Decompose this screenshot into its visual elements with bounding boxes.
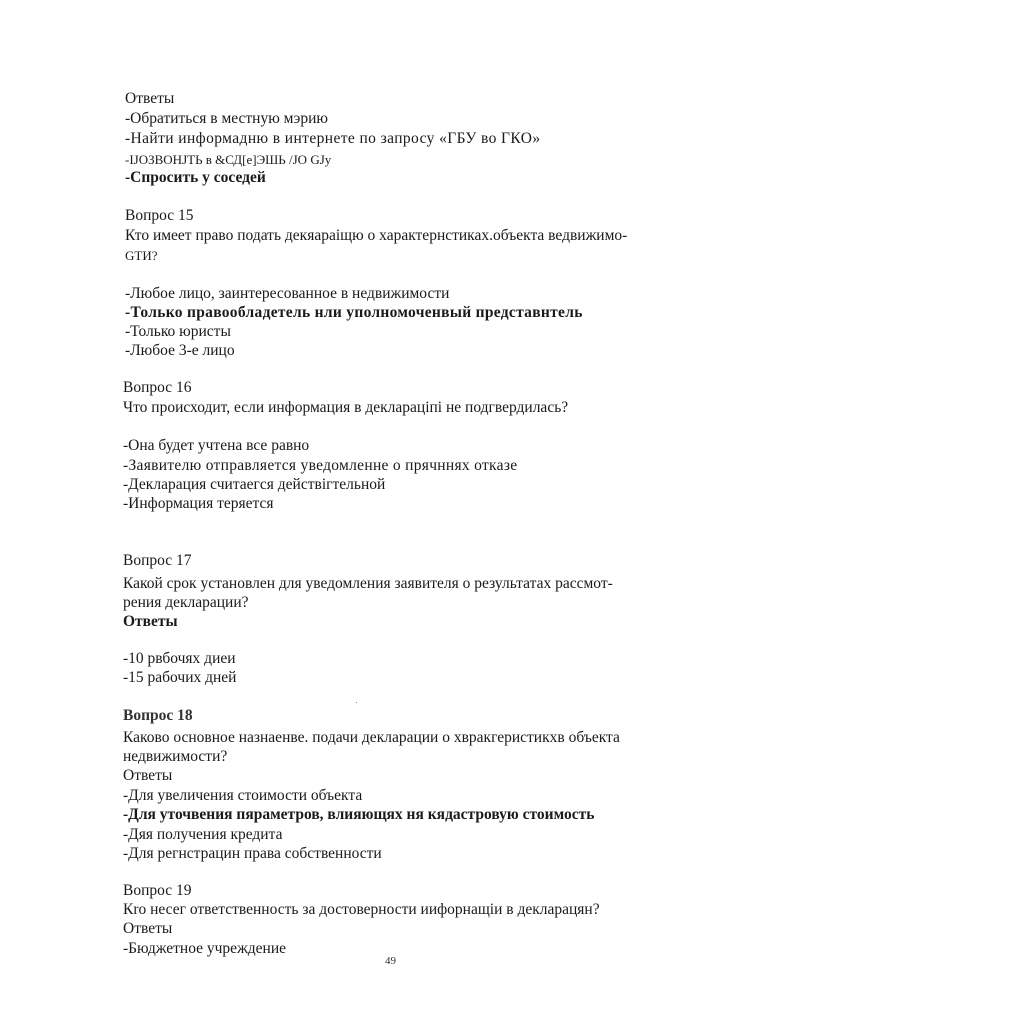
answer-option: -Заявителю отправляется уведомленне о прячннях отказе [123, 457, 518, 474]
answer-option: -IJОЗВОНJТЬ в &СД[е]ЭШЬ /JО GJy [125, 152, 332, 167]
question-title: Вопрос 15 [125, 207, 194, 224]
answer-option: -Найти информадню в интернете по запросу «ГБУ во ГКО» [125, 130, 541, 147]
answer-option: -Любое 3-е лицо [125, 342, 235, 359]
answers-label: Ответы [123, 767, 173, 784]
question-text: Каково основное назнаенве. подачи декларации о хвракгеристикхв объекта [123, 729, 620, 746]
question-text: Какой срок установлен для уведомления заявителя о результатах рассмот- [123, 575, 613, 592]
answer-option-correct: -Только правообладетель нли уполномоченвый представнтель [125, 304, 583, 321]
question-text: Кrо несег ответственность за достоверности иифорнащіи в декларацян? [123, 901, 600, 918]
page-number: 49 [385, 955, 396, 967]
answer-option: -15 рабочих дней [123, 669, 237, 686]
question-text: GТИ? [125, 248, 158, 263]
question-text: Кто имеет право подать декяараіщю о характернстиках.объекта ведвижимо- [125, 227, 628, 244]
answer-option: -Декларация считаегся действігтельной [123, 476, 386, 493]
answer-option: -Бюджетное учреждение [123, 940, 287, 957]
answers-label: Ответы [125, 90, 175, 107]
question-text: Что происходит, если информация в деклараціпі не подгвердилась? [123, 399, 569, 416]
answer-option: -Дяя получения кредита [123, 826, 283, 843]
question-title: Вопрос 19 [123, 882, 192, 899]
answer-option: -Информация теряется [123, 495, 274, 512]
question-title: Вопрос 17 [123, 552, 192, 569]
answer-option-correct: -Для уточвения пяраметров, влияющях ня кядастровую стоимость [123, 806, 595, 823]
answer-option: -Любое лицо, заинтересованное в недвижимости [125, 285, 450, 302]
answer-option: -Обратиться в местную мэрию [125, 110, 328, 127]
answer-option: -Только юристы [125, 323, 231, 340]
answers-label: Ответы [123, 920, 173, 937]
scan-speck [356, 702, 357, 703]
question-title: Вопрос 18 [123, 707, 193, 724]
answer-option: -10 рвбочях диеи [123, 650, 236, 667]
answer-option: -Для увеличения стоимости объекта [123, 787, 363, 804]
answer-option-correct: -Спросить у соседей [125, 169, 266, 186]
answer-option: -Она будет учтена все равно [123, 437, 310, 454]
answer-option: -Для регнстрацин права собственности [123, 845, 382, 862]
question-title: Вопрос 16 [123, 379, 192, 396]
answers-label: Ответы [123, 613, 178, 630]
question-text: рения декларации? [123, 594, 249, 611]
question-text: недвижимости? [123, 748, 228, 765]
